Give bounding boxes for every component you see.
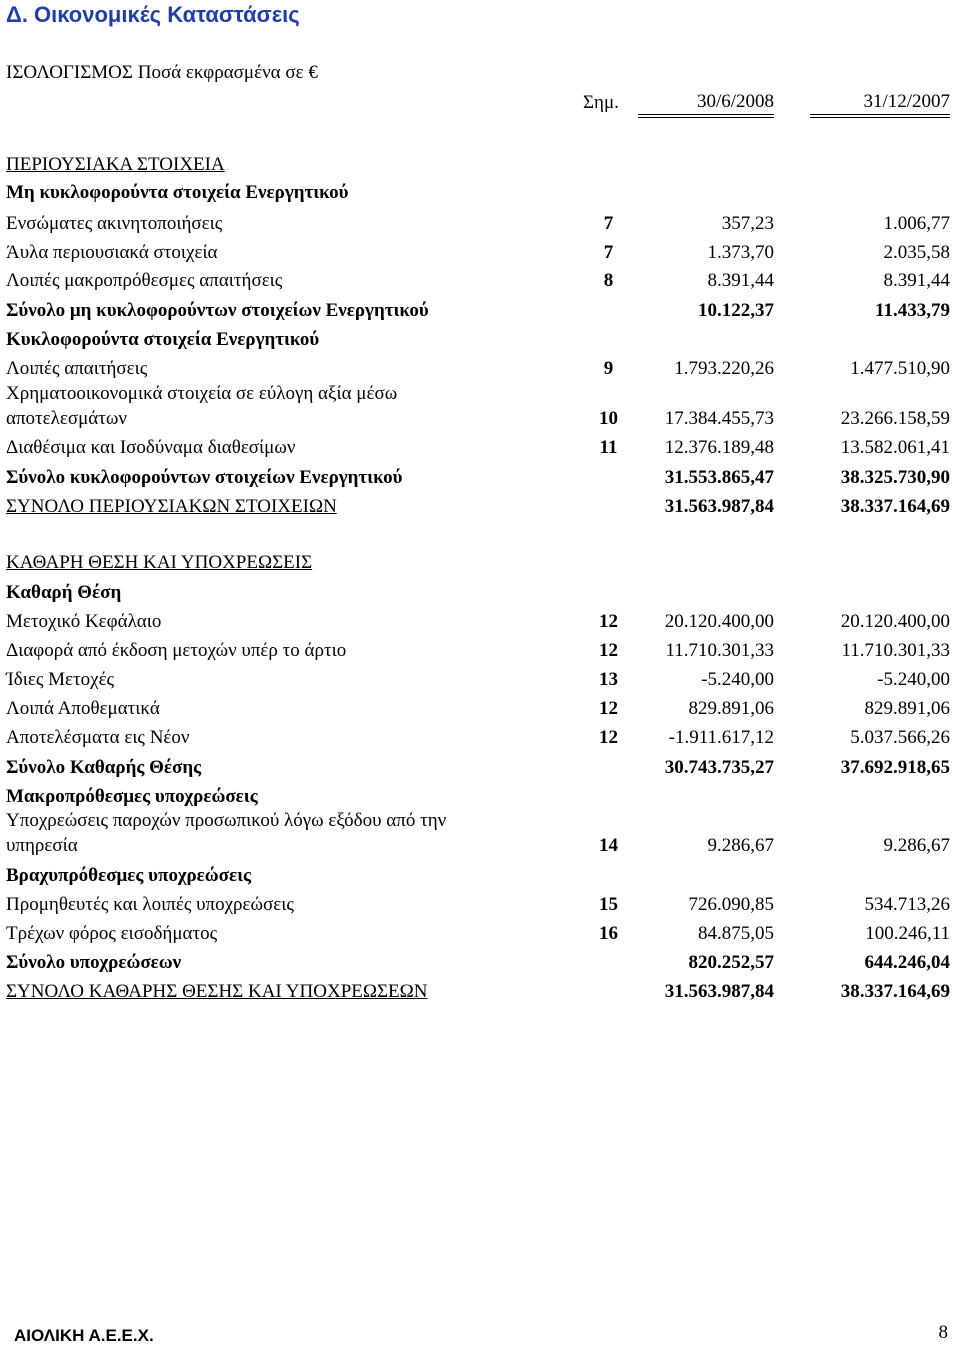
row-share-capital: Μετοχικό Κεφάλαιο 12 20.120.400,00 20.120.400,00 <box>6 611 950 632</box>
note-column-header: Σημ. <box>583 92 619 113</box>
page-number: 8 <box>938 1322 948 1343</box>
row-financial-assets-fair-value: Χρηματοοικονομικά στοιχεία σε εύλογη αξία μέσω αποτελεσμάτων 10 17.384.455,73 23.266.158,59 <box>6 383 950 429</box>
row-intangible-assets: Άυλα περιουσιακά στοιχεία 7 1.373,70 2.035,58 <box>6 242 950 263</box>
row-other-receivables: Λοιπές απαιτήσεις 9 1.793.220,26 1.477.510,90 <box>6 358 950 379</box>
header-current-assets: Κυκλοφορούντα στοιχεία Ενεργητικού <box>6 329 320 350</box>
row-share-premium: Διαφορά από έκδοση μετοχών υπέρ το άρτιο 12 11.710.301,33 11.710.301,33 <box>6 640 950 661</box>
row-other-reserves: Λοιπά Αποθεματικά 12 829.891,06 829.891,06 <box>6 698 950 719</box>
currency-note: Ποσά εκφρασμένα σε € <box>137 62 318 83</box>
header-noncurrent-assets: Μη κυκλοφορούντα στοιχεία Ενεργητικού <box>6 182 349 203</box>
section-title: Δ. Οικονομικές Καταστάσεις <box>6 2 300 27</box>
period1-column-header: 30/6/2008 <box>638 90 774 118</box>
row-total-equity: Σύνολο Καθαρής Θέσης 30.743.735,27 37.692.918,65 <box>6 757 950 778</box>
row-total-liabilities: Σύνολο υποχρεώσεων 820.252,57 644.246,04 <box>6 952 950 973</box>
row-total-equity-liabilities: ΣΥΝΟΛΟ ΚΑΘΑΡΗΣ ΘΕΣΗΣ ΚΑΙ ΥΠΟΧΡΕΩΣΕΩΝ 31.563.987,84 38.337.164,69 <box>6 981 950 1002</box>
header-equity-liabilities: ΚΑΘΑΡΗ ΘΕΣΗ ΚΑΙ ΥΠΟΧΡΕΩΣΕΙΣ <box>6 552 313 573</box>
row-treasury-shares: Ίδιες Μετοχές 13 -5.240,00 -5.240,00 <box>6 669 950 690</box>
row-longterm-receivables: Λοιπές μακροπρόθεσμες απαιτήσεις 8 8.391,44 8.391,44 <box>6 270 950 291</box>
row-total-noncurrent-assets: Σύνολο μη κυκλοφορούντων στοιχείων Ενεργητικού 10.122,37 11.433,79 <box>6 300 950 321</box>
row-total-assets: ΣΥΝΟΛΟ ΠΕΡΙΟΥΣΙΑΚΩΝ ΣΤΟΙΧΕΙΩΝ 31.563.987,84 38.337.164,69 <box>6 496 950 517</box>
header-longterm-liabilities: Μακροπρόθεσμες υποχρεώσεις <box>6 786 258 807</box>
row-employee-benefits: Υποχρεώσεις παροχών προσωπικού λόγω εξόδου από την υπηρεσία 14 9.286,67 9.286,67 <box>6 810 950 856</box>
row-cash-equivalents: Διαθέσιμα και Ισοδύναμα διαθεσίμων 11 12.376.189,48 13.582.061,41 <box>6 437 950 458</box>
statement-subtitle <box>6 62 318 84</box>
row-total-current-assets: Σύνολο κυκλοφορούντων στοιχείων Ενεργητικού 31.553.865,47 38.325.730,90 <box>6 467 950 488</box>
row-suppliers-payables: Προμηθευτές και λοιπές υποχρεώσεις 15 726.090,85 534.713,26 <box>6 894 950 915</box>
row-retained-earnings: Αποτελέσματα εις Νέον 12 -1.911.617,12 5.037.566,26 <box>6 727 950 748</box>
period2-column-header: 31/12/2007 <box>810 90 950 118</box>
statement-title: ΙΣΟΛΟΓΙΣΜΟΣ <box>6 62 133 83</box>
row-income-tax: Τρέχων φόρος εισοδήματος 16 84.875,05 100.246,11 <box>6 923 950 944</box>
header-equity: Καθαρή Θέση <box>6 582 122 603</box>
row-tangible-assets: Ενσώματες ακινητοποιήσεις 7 357,23 1.006,77 <box>6 213 950 234</box>
header-shortterm-liabilities: Βραχυπρόθεσμες υποχρεώσεις <box>6 865 252 886</box>
footer-company-name: ΑΙΟΛΙΚΗ Α.Ε.Ε.Χ. <box>14 1326 154 1345</box>
header-assets: ΠΕΡΙΟΥΣΙΑΚΑ ΣΤΟΙΧΕΙΑ <box>6 154 225 175</box>
